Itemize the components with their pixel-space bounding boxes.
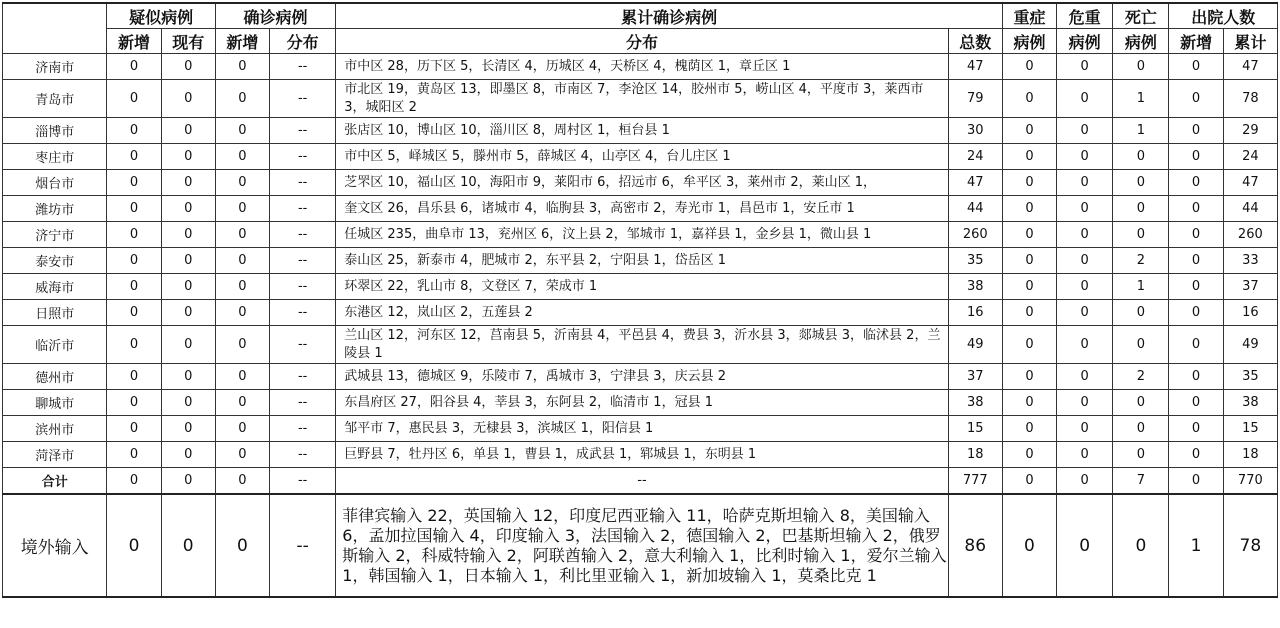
suspected-current: 0 [161,442,215,468]
discharged-new: 0 [1169,416,1223,442]
suspected-current: 0 [161,170,215,196]
discharged-total: 260 [1223,222,1277,248]
critical-count: 0 [1057,274,1113,300]
confirmed-new: 0 [215,468,269,495]
covid-cases-table [2,2,1278,598]
confirmed-new: 0 [215,144,269,170]
cumulative-distribution: 奎文区 26，昌乐县 6，诸城市 4，临朐县 3，高密市 2，寿光市 1，昌邑市 1，安丘市 1 [336,196,948,222]
suspected-new: 0 [107,54,161,80]
death-count: 0 [1113,326,1169,364]
suspected-current: 0 [161,416,215,442]
confirmed-new: 0 [215,494,269,597]
cumulative-total: 260 [948,222,1002,248]
suspected-current: 0 [161,494,215,597]
discharged-total: 78 [1223,494,1277,597]
header-region-blank [3,3,107,54]
discharged-total: 18 [1223,442,1277,468]
confirmed-new: 0 [215,80,269,118]
header-cumulative-distribution: 分布 [336,29,948,54]
cumulative-total: 15 [948,416,1002,442]
critical-count: 0 [1057,416,1113,442]
cumulative-distribution: 环翠区 22，乳山市 8，文登区 7，荣成市 1 [336,274,948,300]
cumulative-distribution: 东昌府区 27，阳谷县 4，莘县 3，东阿县 2，临清市 1，冠县 1 [336,390,948,416]
total-row [3,468,1278,495]
death-count: 0 [1113,196,1169,222]
severe-count: 0 [1002,468,1056,495]
discharged-total: 47 [1223,170,1277,196]
severe-count: 0 [1002,222,1056,248]
severe-count: 0 [1002,390,1056,416]
header-death-cases: 病例 [1113,29,1169,54]
critical-count: 0 [1057,300,1113,326]
critical-count: 0 [1057,442,1113,468]
table-row [3,222,1278,248]
header-cumulative: 累计确诊病例 [336,3,1003,29]
row-name: 聊城市 [3,390,107,416]
cumulative-distribution: -- [336,468,948,495]
table-row [3,170,1278,196]
suspected-new: 0 [107,248,161,274]
confirmed-new: 0 [215,170,269,196]
severe-count: 0 [1002,118,1056,144]
discharged-new: 0 [1169,170,1223,196]
table-row [3,442,1278,468]
suspected-new: 0 [107,170,161,196]
discharged-new: 0 [1169,442,1223,468]
discharged-new: 0 [1169,390,1223,416]
row-name: 泰安市 [3,248,107,274]
death-count: 0 [1113,442,1169,468]
table-row [3,248,1278,274]
confirmed-distribution: -- [270,416,336,442]
suspected-new: 0 [107,364,161,390]
discharged-new: 0 [1169,118,1223,144]
suspected-current: 0 [161,222,215,248]
cumulative-distribution: 武城县 13，德城区 9，乐陵市 7，禹城市 3，宁津县 3，庆云县 2 [336,364,948,390]
confirmed-new: 0 [215,442,269,468]
import-row [3,494,1278,597]
discharged-total: 24 [1223,144,1277,170]
table-row [3,196,1278,222]
cumulative-total: 30 [948,118,1002,144]
suspected-new: 0 [107,118,161,144]
death-count: 0 [1113,416,1169,442]
header-discharged-total: 累计 [1223,29,1277,54]
row-name: 济宁市 [3,222,107,248]
critical-count: 0 [1057,222,1113,248]
critical-count: 0 [1057,364,1113,390]
suspected-current: 0 [161,80,215,118]
suspected-current: 0 [161,326,215,364]
discharged-total: 16 [1223,300,1277,326]
death-count: 7 [1113,468,1169,495]
cumulative-distribution: 邹平市 7，惠民县 3，无棣县 3，滨城区 1，阳信县 1 [336,416,948,442]
death-count: 0 [1113,170,1169,196]
discharged-new: 0 [1169,364,1223,390]
header-severe: 重症 [1002,3,1056,29]
confirmed-distribution: -- [270,468,336,495]
suspected-new: 0 [107,326,161,364]
confirmed-distribution: -- [270,390,336,416]
row-name: 滨州市 [3,416,107,442]
discharged-new: 0 [1169,54,1223,80]
header-suspected: 疑似病例 [107,3,215,29]
suspected-new: 0 [107,80,161,118]
cumulative-distribution: 兰山区 12，河东区 12，莒南县 5，沂南县 4，平邑县 4，费县 3，沂水县 3，郯城县 3，临沭县 2，兰陵县 1 [336,326,948,364]
table-row [3,80,1278,118]
discharged-total: 35 [1223,364,1277,390]
severe-count: 0 [1002,80,1056,118]
critical-count: 0 [1057,326,1113,364]
suspected-new: 0 [107,442,161,468]
cumulative-total: 24 [948,144,1002,170]
critical-count: 0 [1057,80,1113,118]
confirmed-distribution: -- [270,222,336,248]
confirmed-distribution: -- [270,494,336,597]
cumulative-total: 18 [948,442,1002,468]
confirmed-distribution: -- [270,364,336,390]
header-death: 死亡 [1113,3,1169,29]
row-name: 潍坊市 [3,196,107,222]
header-critical-cases: 病例 [1057,29,1113,54]
table-row [3,118,1278,144]
discharged-new: 0 [1169,326,1223,364]
cumulative-distribution: 巨野县 7，牡丹区 6，单县 1，曹县 1，成武县 1，郓城县 1，东明县 1 [336,442,948,468]
cumulative-total: 16 [948,300,1002,326]
death-count: 0 [1113,144,1169,170]
severe-count: 0 [1002,170,1056,196]
critical-count: 0 [1057,390,1113,416]
confirmed-distribution: -- [270,274,336,300]
severe-count: 0 [1002,416,1056,442]
discharged-total: 44 [1223,196,1277,222]
cumulative-distribution: 泰山区 25，新泰市 4，肥城市 2，东平县 2，宁阳县 1，岱岳区 1 [336,248,948,274]
suspected-new: 0 [107,494,161,597]
suspected-current: 0 [161,468,215,495]
cumulative-distribution: 市北区 19，黄岛区 13，即墨区 8，市南区 7，李沧区 14，胶州市 5，崂山区 4，平度市 3，莱西市 3，城阳区 2 [336,80,948,118]
suspected-new: 0 [107,274,161,300]
discharged-total: 38 [1223,390,1277,416]
discharged-total: 47 [1223,54,1277,80]
death-count: 2 [1113,248,1169,274]
confirmed-distribution: -- [270,196,336,222]
confirmed-distribution: -- [270,326,336,364]
row-name: 枣庄市 [3,144,107,170]
cumulative-distribution: 张店区 10，博山区 10，淄川区 8，周村区 1，桓台县 1 [336,118,948,144]
suspected-new: 0 [107,390,161,416]
death-count: 1 [1113,118,1169,144]
cumulative-total: 38 [948,390,1002,416]
table-row [3,364,1278,390]
header-cumulative-total: 总数 [948,29,1002,54]
critical-count: 0 [1057,54,1113,80]
suspected-new: 0 [107,196,161,222]
cumulative-distribution: 市中区 28，历下区 5，长清区 4，历城区 4，天桥区 4，槐荫区 1，章丘区 1 [336,54,948,80]
confirmed-new: 0 [215,390,269,416]
cumulative-distribution: 市中区 5，峄城区 5，滕州市 5，薛城区 4，山亭区 4，台儿庄区 1 [336,144,948,170]
cumulative-distribution: 芝罘区 10，福山区 10，海阳市 9，莱阳市 6，招远市 6，牟平区 3，莱州市 2，莱山区 1， [336,170,948,196]
death-count: 0 [1113,54,1169,80]
confirmed-distribution: -- [270,144,336,170]
table-row [3,54,1278,80]
table-row [3,390,1278,416]
header-critical: 危重 [1057,3,1113,29]
confirmed-new: 0 [215,326,269,364]
suspected-current: 0 [161,390,215,416]
severe-count: 0 [1002,54,1056,80]
confirmed-distribution: -- [270,80,336,118]
header-discharged: 出院人数 [1169,3,1278,29]
row-name: 菏泽市 [3,442,107,468]
confirmed-new: 0 [215,248,269,274]
death-count: 1 [1113,80,1169,118]
death-count: 2 [1113,364,1169,390]
discharged-total: 29 [1223,118,1277,144]
cumulative-total: 49 [948,326,1002,364]
suspected-current: 0 [161,54,215,80]
table-row [3,416,1278,442]
row-name: 烟台市 [3,170,107,196]
cumulative-distribution: 东港区 12，岚山区 2，五莲县 2 [336,300,948,326]
discharged-new: 1 [1169,494,1223,597]
row-name: 临沂市 [3,326,107,364]
critical-count: 0 [1057,494,1113,597]
confirmed-distribution: -- [270,118,336,144]
suspected-new: 0 [107,468,161,495]
confirmed-distribution: -- [270,54,336,80]
confirmed-distribution: -- [270,248,336,274]
discharged-new: 0 [1169,222,1223,248]
table-row [3,144,1278,170]
confirmed-distribution: -- [270,170,336,196]
row-name: 青岛市 [3,80,107,118]
suspected-current: 0 [161,300,215,326]
discharged-total: 770 [1223,468,1277,495]
discharged-new: 0 [1169,80,1223,118]
discharged-new: 0 [1169,274,1223,300]
confirmed-distribution: -- [270,300,336,326]
suspected-new: 0 [107,416,161,442]
death-count: 0 [1113,222,1169,248]
cumulative-distribution: 菲律宾输入 22，英国输入 12，印度尼西亚输入 11，哈萨克斯坦输入 8，美国输入 6，孟加拉国输入 4，印度输入 3，法国输入 2，德国输入 2，巴基斯坦输入 2，俄罗斯输入 2，科威特输入 2，阿联酋输入 2，意大利输入 1，比利时输入 1，爱尔兰输入 1，韩国输入 1，日本输入 1，利比里亚输入 1，新加坡输入 1，莫桑比克 1 [336,494,948,597]
cumulative-total: 35 [948,248,1002,274]
discharged-total: 78 [1223,80,1277,118]
cumulative-total: 44 [948,196,1002,222]
severe-count: 0 [1002,274,1056,300]
discharged-new: 0 [1169,248,1223,274]
suspected-current: 0 [161,364,215,390]
discharged-new: 0 [1169,196,1223,222]
cumulative-distribution: 任城区 235，曲阜市 13，兖州区 6，汶上县 2，邹城市 1，嘉祥县 1，金乡县 1，微山县 1 [336,222,948,248]
discharged-new: 0 [1169,144,1223,170]
discharged-new: 0 [1169,468,1223,495]
row-name: 合计 [3,468,107,495]
header-discharged-new: 新增 [1169,29,1223,54]
severe-count: 0 [1002,364,1056,390]
severe-count: 0 [1002,248,1056,274]
discharged-total: 15 [1223,416,1277,442]
confirmed-new: 0 [215,364,269,390]
confirmed-new: 0 [215,118,269,144]
row-name: 境外输入 [3,494,107,597]
death-count: 1 [1113,274,1169,300]
discharged-total: 33 [1223,248,1277,274]
suspected-current: 0 [161,274,215,300]
table-row [3,300,1278,326]
row-name: 济南市 [3,54,107,80]
confirmed-new: 0 [215,300,269,326]
critical-count: 0 [1057,170,1113,196]
header-confirmed: 确诊病例 [215,3,335,29]
critical-count: 0 [1057,468,1113,495]
header-suspected-new: 新增 [107,29,161,54]
table-row [3,274,1278,300]
suspected-current: 0 [161,248,215,274]
severe-count: 0 [1002,326,1056,364]
critical-count: 0 [1057,248,1113,274]
confirmed-new: 0 [215,274,269,300]
row-name: 淄博市 [3,118,107,144]
death-count: 0 [1113,300,1169,326]
cumulative-total: 79 [948,80,1002,118]
confirmed-distribution: -- [270,442,336,468]
suspected-new: 0 [107,144,161,170]
cumulative-total: 86 [948,494,1002,597]
severe-count: 0 [1002,196,1056,222]
header-severe-cases: 病例 [1002,29,1056,54]
confirmed-new: 0 [215,54,269,80]
header-suspected-current: 现有 [161,29,215,54]
suspected-current: 0 [161,144,215,170]
table-row [3,326,1278,364]
critical-count: 0 [1057,118,1113,144]
death-count: 0 [1113,494,1169,597]
row-name: 德州市 [3,364,107,390]
discharged-new: 0 [1169,300,1223,326]
suspected-new: 0 [107,300,161,326]
confirmed-new: 0 [215,416,269,442]
cumulative-total: 47 [948,54,1002,80]
row-name: 威海市 [3,274,107,300]
severe-count: 0 [1002,144,1056,170]
severe-count: 0 [1002,494,1056,597]
severe-count: 0 [1002,442,1056,468]
severe-count: 0 [1002,300,1056,326]
confirmed-new: 0 [215,222,269,248]
suspected-current: 0 [161,118,215,144]
cumulative-total: 777 [948,468,1002,495]
cumulative-total: 47 [948,170,1002,196]
row-name: 日照市 [3,300,107,326]
cumulative-total: 37 [948,364,1002,390]
suspected-new: 0 [107,222,161,248]
confirmed-new: 0 [215,196,269,222]
critical-count: 0 [1057,144,1113,170]
discharged-total: 37 [1223,274,1277,300]
cumulative-total: 38 [948,274,1002,300]
discharged-total: 49 [1223,326,1277,364]
death-count: 0 [1113,390,1169,416]
city-rows [3,54,1278,468]
header-confirmed-new: 新增 [215,29,269,54]
critical-count: 0 [1057,196,1113,222]
header-confirmed-distribution: 分布 [270,29,336,54]
suspected-current: 0 [161,196,215,222]
